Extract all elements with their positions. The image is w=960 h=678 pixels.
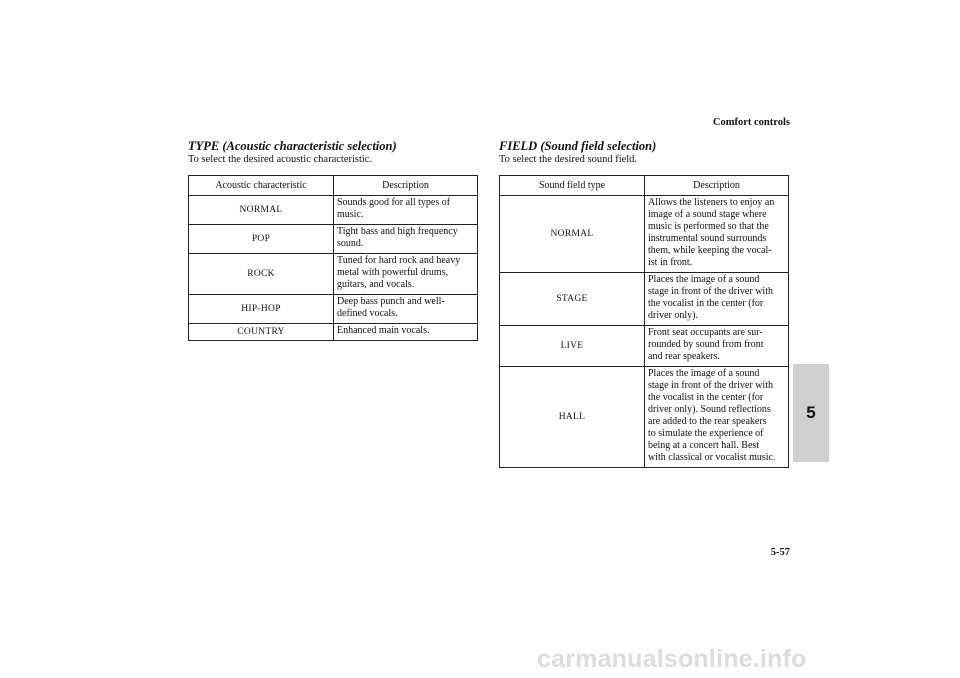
column-header: Acoustic characteristic <box>189 176 334 196</box>
description-line: guitars, and vocals. <box>337 279 415 290</box>
table-row <box>189 225 478 254</box>
table-row <box>500 273 789 326</box>
table-row <box>500 326 789 367</box>
description-line: Deep bass punch and well- <box>337 296 445 307</box>
description-line: are added to the rear speakers <box>648 416 767 427</box>
row-name: LIVE <box>500 326 645 367</box>
table-row <box>189 324 478 341</box>
description-line: with classical or vocalist music. <box>648 452 776 463</box>
row-description <box>645 273 789 326</box>
description-line: metal with powerful drums, <box>337 267 449 278</box>
description-line: Front seat occupants are sur- <box>648 327 763 338</box>
table-row <box>189 295 478 324</box>
watermark: carmanualsonline.info <box>537 645 807 673</box>
field-section-intro: To select the desired sound field. <box>499 154 638 165</box>
description-line: instrumental sound surrounds <box>648 233 767 244</box>
row-description <box>645 367 789 468</box>
type-section <box>188 139 478 341</box>
row-description <box>645 326 789 367</box>
description-line: being at a concert hall. Best <box>648 440 760 451</box>
table-row <box>500 367 789 468</box>
description-line: Places the image of a sound <box>648 274 760 285</box>
description-line: music is performed so that the <box>648 221 769 232</box>
row-name: ROCK <box>189 254 334 295</box>
description-line: Tuned for hard rock and heavy <box>337 255 461 266</box>
column-header: Sound field type <box>500 176 645 196</box>
table-row <box>500 196 789 273</box>
description-line: Places the image of a sound <box>648 368 760 379</box>
description-line: Sounds good for all types of <box>337 197 451 208</box>
row-description <box>334 254 478 295</box>
row-name: POP <box>189 225 334 254</box>
page-number: 5-57 <box>770 547 790 558</box>
row-description <box>645 196 789 273</box>
field-section <box>499 139 789 468</box>
row-name: NORMAL <box>500 196 645 273</box>
column-header: Description <box>645 176 789 196</box>
table-row <box>189 254 478 295</box>
sound-field-table <box>499 175 789 468</box>
row-description <box>334 225 478 254</box>
description-line: rounded by sound from front <box>648 339 764 350</box>
description-line: ist in front. <box>648 257 693 268</box>
description-line: Enhanced main vocals. <box>337 325 430 336</box>
row-description <box>334 196 478 225</box>
field-section-title: FIELD (Sound field selection) <box>499 139 657 153</box>
chapter-tab <box>793 364 829 462</box>
description-line: Allows the listeners to enjoy an <box>648 197 775 208</box>
row-name: NORMAL <box>189 196 334 225</box>
row-name: STAGE <box>500 273 645 326</box>
description-line: driver only). Sound reflections <box>648 404 771 415</box>
column-header: Description <box>334 176 478 196</box>
description-line: defined vocals. <box>337 308 398 319</box>
description-line: the vocalist in the center (for <box>648 298 764 309</box>
chapter-number: 5 <box>806 403 816 422</box>
acoustic-characteristic-table <box>188 175 478 341</box>
description-line: the vocalist in the center (for <box>648 392 764 403</box>
row-name: HIP-HOP <box>189 295 334 324</box>
type-section-title: TYPE (Acoustic characteristic selection) <box>188 139 397 153</box>
type-section-intro: To select the desired acoustic characteristic. <box>188 154 373 165</box>
row-name: HALL <box>500 367 645 468</box>
description-line: sound. <box>337 238 364 249</box>
row-description <box>334 295 478 324</box>
description-line: them, while keeping the vocal- <box>648 245 772 256</box>
description-line: Tight bass and high frequency <box>337 226 458 237</box>
description-line: stage in front of the driver with <box>648 286 773 297</box>
description-line: to simulate the experience of <box>648 428 764 439</box>
description-line: image of a sound stage where <box>648 209 767 220</box>
description-line: and rear speakers. <box>648 351 720 362</box>
description-line: music. <box>337 209 364 220</box>
description-line: stage in front of the driver with <box>648 380 773 391</box>
running-header: Comfort controls <box>712 117 790 128</box>
row-description <box>334 324 478 341</box>
description-line: driver only). <box>648 310 698 321</box>
table-row <box>189 196 478 225</box>
row-name: COUNTRY <box>189 324 334 341</box>
